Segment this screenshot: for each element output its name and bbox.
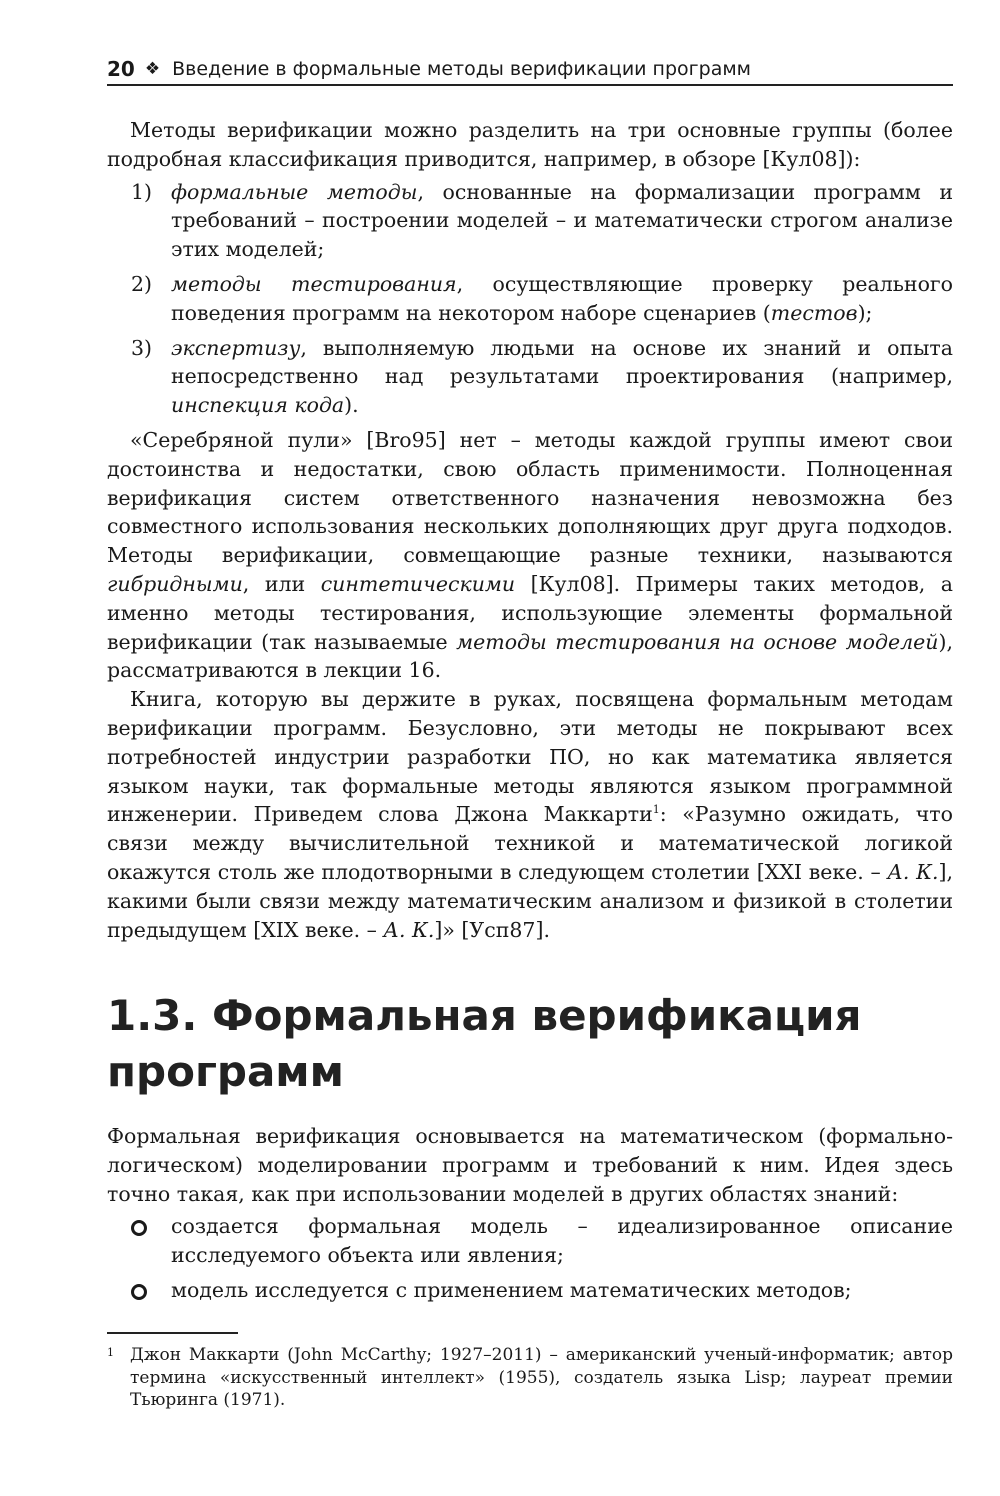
main-text-upper bbox=[107, 116, 953, 944]
list-marker: 2) bbox=[131, 271, 153, 296]
list-marker: 3) bbox=[131, 335, 153, 360]
list-text: , выполняемую людьми на основе их знаний и опыта непосредственно над результатами проектирования (например, bbox=[171, 335, 953, 389]
emphasis: А. К. bbox=[383, 917, 435, 942]
list-text: модель исследуется с применением математических методов; bbox=[171, 1277, 852, 1302]
list-item bbox=[107, 1276, 953, 1305]
intro-paragraph: Методы верификации можно разделить на три основные группы (более подробная классификация приводится, например, в обзоре [Кул08]): bbox=[107, 118, 953, 171]
text-run: , или bbox=[242, 571, 321, 596]
list-term: формальные методы bbox=[171, 179, 418, 204]
footnote bbox=[107, 1344, 953, 1412]
text-run: ]» [Усп87]. bbox=[434, 917, 550, 942]
emphasis: методы тестирования на основе моделей bbox=[456, 629, 939, 654]
list-marker: 1) bbox=[131, 179, 153, 204]
list-item bbox=[107, 1212, 953, 1270]
model-steps-list bbox=[107, 1212, 953, 1304]
emphasis: гибридными bbox=[107, 571, 243, 596]
text-run: ], какими были связи между математическим анализом и физикой в столетии предыдущем [XIX веке. – bbox=[107, 859, 953, 942]
list-text: , основанные на формализации программ и требований – построении моделей – и математически строгом анализе этих моделей; bbox=[171, 179, 954, 262]
list-text: создается формальная модель – идеализированное описание исследуемого объекта или явления; bbox=[171, 1214, 953, 1268]
emphasis: А. К. bbox=[887, 859, 939, 884]
list-text: , осуществляющие проверку реального поведения программ на некотором наборе сценариев ( bbox=[171, 271, 953, 325]
main-text-lower bbox=[107, 1122, 953, 1311]
footnote-mark: 1 bbox=[107, 1346, 114, 1359]
emphasis: синтетическими bbox=[320, 571, 516, 596]
running-header bbox=[107, 54, 953, 84]
circle-bullet-icon bbox=[131, 1220, 147, 1236]
text-run: [Кул08]. Примеры таких методов, а именно методы тестирования, использующие элементы формальной верификации (так называемые bbox=[107, 571, 953, 654]
list-term: инспекция кода bbox=[171, 393, 345, 418]
text-run: : «Разумно ожидать, что связи между вычислительной техникой и математической логикой окажутся столь же плодотворными в следующем столетии [XXI веке. – bbox=[107, 802, 953, 884]
text-run: ), рассматриваются в лекции 16. bbox=[107, 629, 953, 683]
section-heading: 1.3. Формальная верификация программ bbox=[107, 991, 862, 1096]
header-rule bbox=[107, 84, 953, 86]
running-title: Введение в формальные методы верификации программ bbox=[172, 58, 752, 80]
footnote-text: Джон Маккарти (John McCarthy; 1927–2011) – американский ученый-информатик; автор термина «искусственный интеллект» (1955), создатель языка Lisp; лауреат премии Тьюринга (1971). bbox=[130, 1345, 953, 1410]
list-term: тестов bbox=[770, 300, 858, 325]
text-run: «Серебряной пули» [Bro95] нет – методы каждой группы имеют свои достоинства и недостатки, свою область применимости. Полноценная верификация систем ответственного назначения невозможна без совместного использования нескольких дополняющих друг друга подходов. Методы верификации, совмещающие разные техники, называются bbox=[107, 427, 953, 568]
list-item bbox=[107, 178, 953, 264]
silver-bullet-paragraph bbox=[107, 426, 953, 685]
text-run: Книга, которую вы держите в руках, посвящена формальным методам верификации программ. Безусловно, эти методы не покрывают всех потребностей индустрии разработки ПО, но как математика является языком науки, так формальные методы являются языком программной инженерии. Приведем слова Джона Маккарти bbox=[107, 687, 953, 827]
ornament-icon: ❖ bbox=[144, 59, 161, 79]
list-term: экспертизу bbox=[171, 335, 301, 360]
list-text: ). bbox=[344, 393, 359, 418]
list-text: ); bbox=[857, 300, 873, 325]
list-item bbox=[107, 270, 953, 328]
book-paragraph bbox=[107, 685, 953, 944]
circle-bullet-icon bbox=[131, 1284, 147, 1300]
list-term: методы тестирования bbox=[171, 271, 457, 296]
list-item bbox=[107, 334, 953, 420]
footnote-ref[interactable]: 1 bbox=[652, 803, 660, 817]
verification-groups-list bbox=[107, 178, 953, 420]
formal-verification-paragraph: Формальная верификация основывается на математическом (формально-логическом) моделировании программ и требований к ним. Идея здесь точно такая, как при использовании моделей в других областях знаний: bbox=[107, 1124, 953, 1206]
footnote-rule bbox=[107, 1332, 238, 1334]
page-number: 20 bbox=[107, 57, 135, 81]
